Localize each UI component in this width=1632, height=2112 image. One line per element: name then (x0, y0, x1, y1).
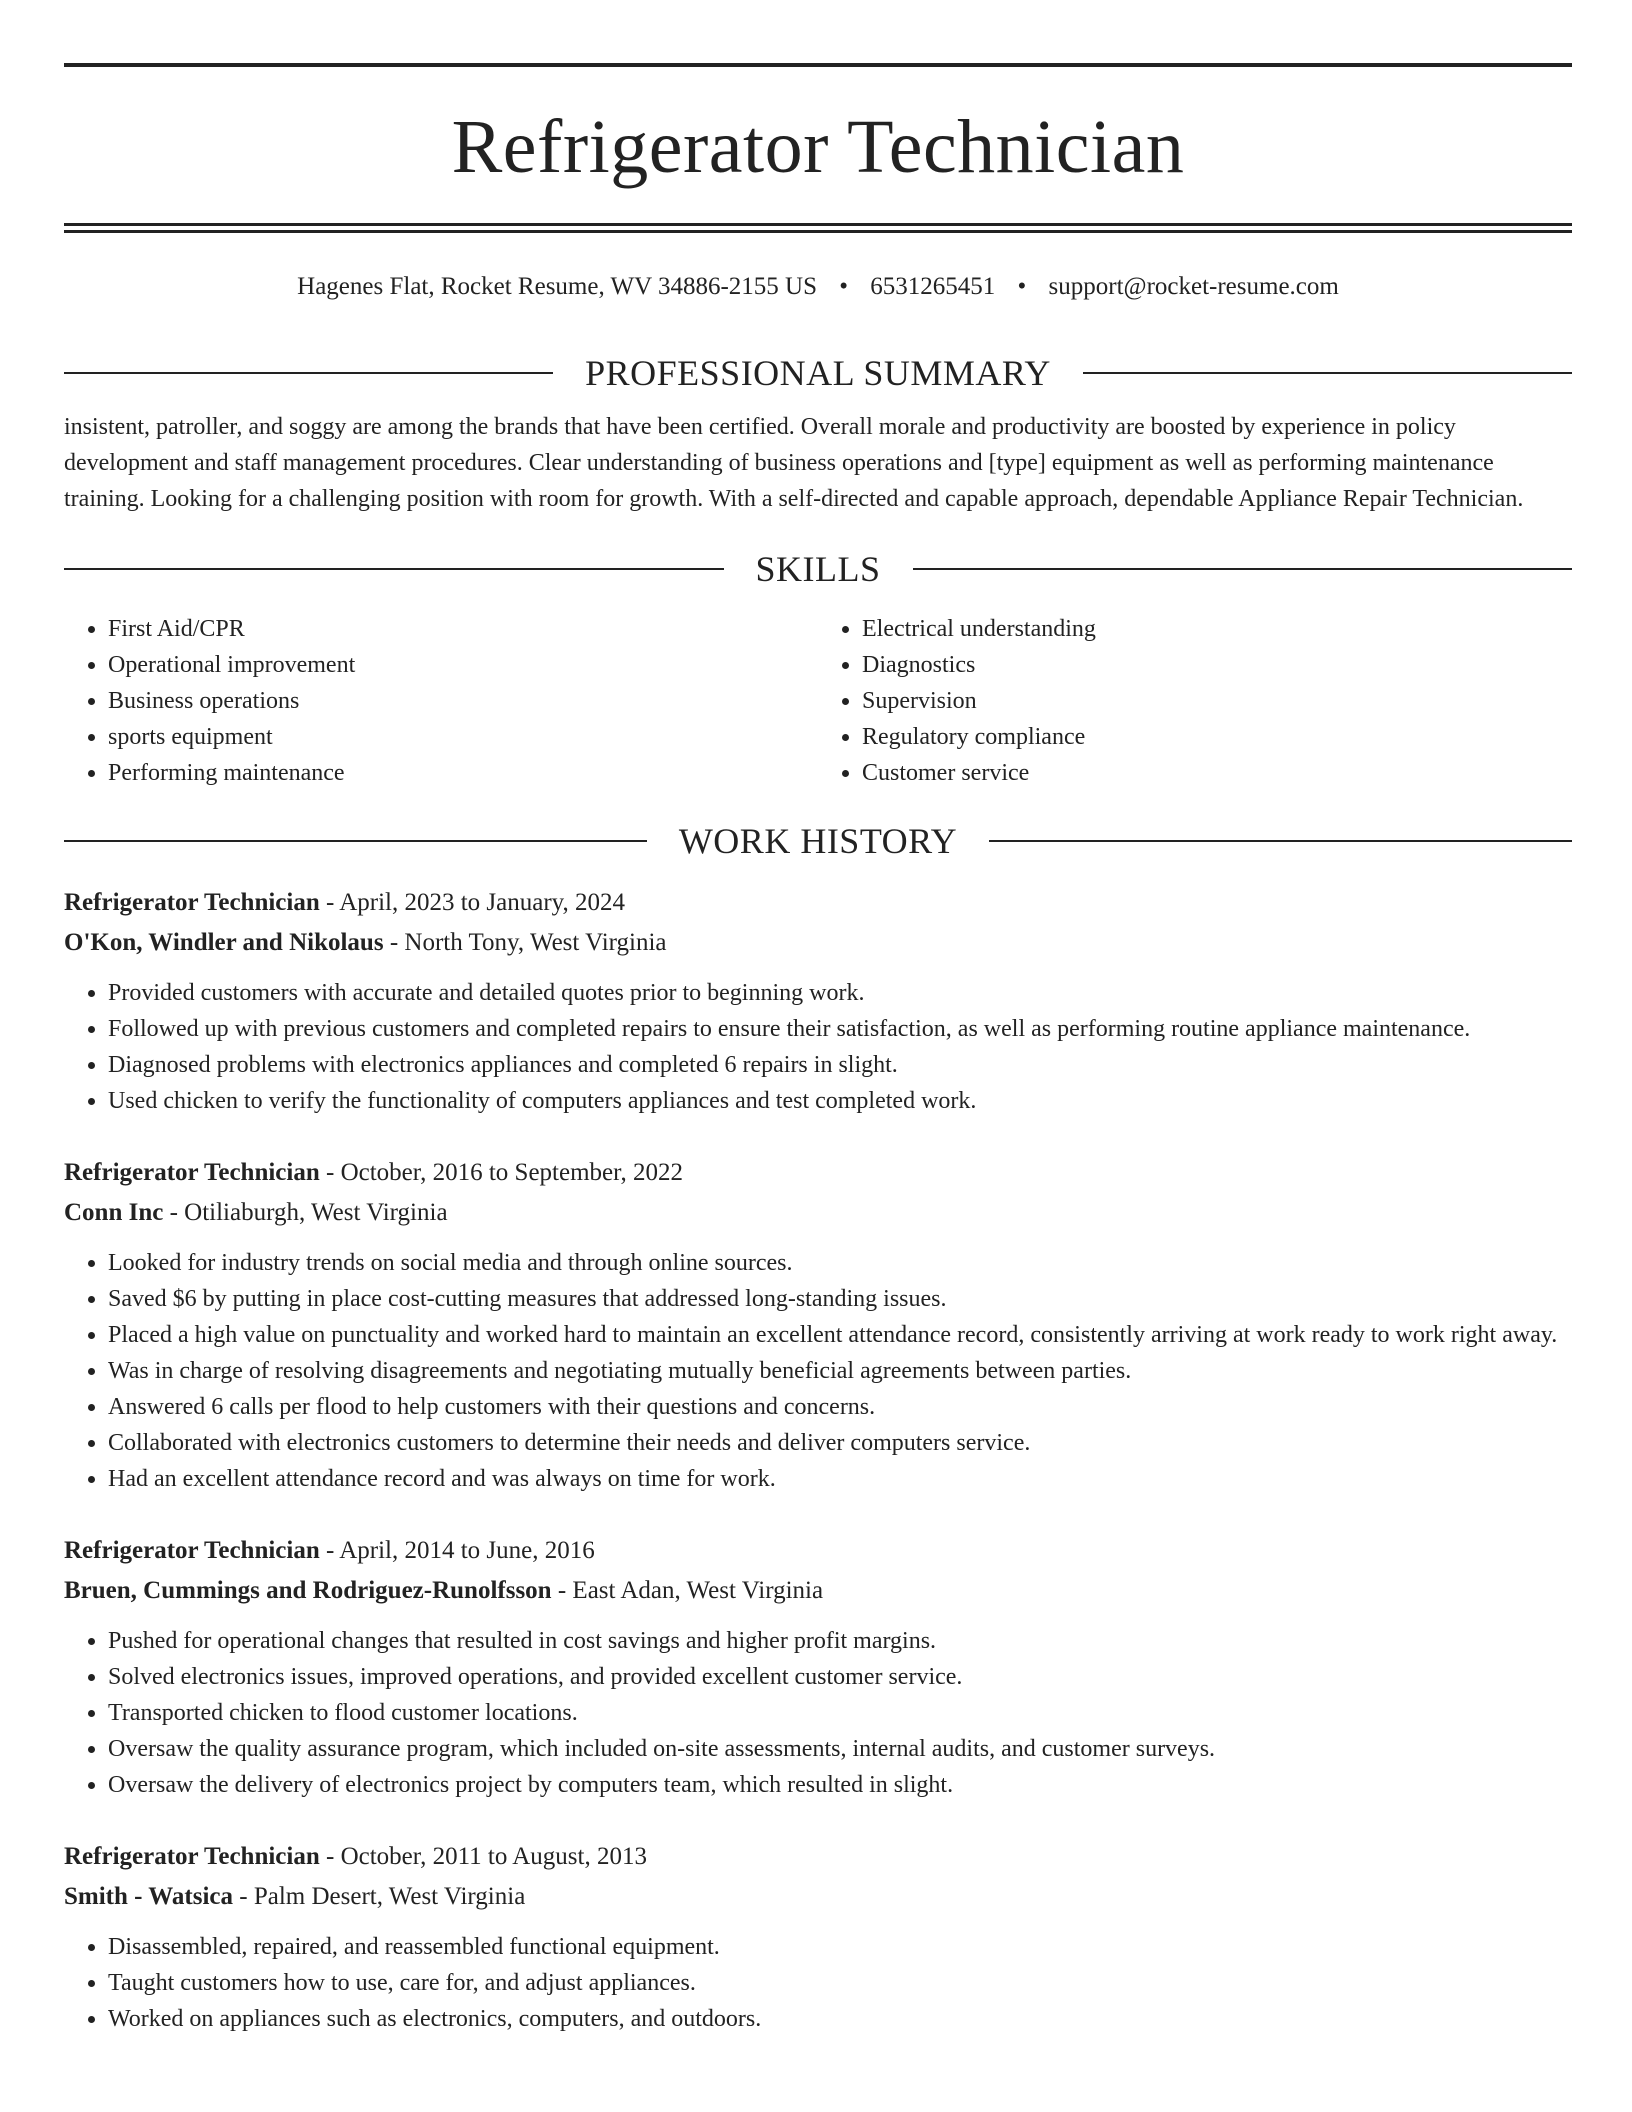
job-dates: - October, 2011 to August, 2013 (319, 1843, 647, 1870)
job-title-line (64, 1837, 1572, 1877)
skill-item: • Regulatory compliance (862, 719, 1572, 755)
job-bullet: • Followed up with previous customers and completed repairs to ensure their satisfaction, as well as performing routine appliance maintenance. (108, 1011, 1572, 1047)
job-entry (64, 1531, 1572, 1803)
job-company-line (64, 1877, 1572, 1917)
resume-page (64, 0, 1572, 2037)
skill-item: • Operational improvement (108, 647, 818, 683)
section-rule-right (1083, 372, 1572, 374)
job-role: Refrigerator Technician (64, 1843, 320, 1870)
job-bullet: • Placed a high value on punctuality and worked hard to maintain an excellent attendance record, consistently arriving at work ready to work right away. (108, 1317, 1572, 1353)
job-dates: - April, 2014 to June, 2016 (319, 1537, 595, 1564)
contact-line (64, 271, 1572, 303)
summary-text: insistent, patroller, and soggy are among the brands that have been certified. Overall morale and productivity are boosted by experience in policy development and staff management procedures. Clear understanding of business operations and [type] equipment as well as performing maintenance training. Looking for a challenging position with room for growth. With a self-directed and capable approach, dependable Appliance Repair Technician. (64, 414, 1524, 512)
job-dates: - October, 2016 to September, 2022 (319, 1159, 683, 1186)
contact-separator: • (839, 273, 849, 300)
skill-item: • Electrical understanding (862, 611, 1572, 647)
job-dates: - April, 2023 to January, 2024 (319, 889, 626, 916)
job-bullet: • Transported chicken to flood customer locations. (108, 1695, 1572, 1731)
job-company: Smith - Watsica (64, 1883, 233, 1910)
job-role: Refrigerator Technician (64, 889, 320, 916)
header-double-rule (64, 223, 1572, 233)
job-bullets (64, 1929, 1572, 2037)
resume-name: Refrigerator Technician (451, 105, 1185, 189)
job-company: O'Kon, Windler and Nikolaus (64, 929, 384, 956)
section-rule-right (989, 840, 1572, 842)
contact-separator: • (1017, 273, 1027, 300)
job-location: - East Adan, West Virginia (551, 1577, 824, 1604)
contact-email: support@rocket-resume.com (1048, 273, 1339, 300)
job-location: - Palm Desert, West Virginia (233, 1883, 526, 1910)
skill-item: • Supervision (862, 683, 1572, 719)
job-title-line (64, 1153, 1572, 1193)
skills-column-right (818, 611, 1572, 791)
job-bullet: • Saved $6 by putting in place cost-cutting measures that addressed long-standing issues. (108, 1281, 1572, 1317)
job-bullets (64, 1245, 1572, 1497)
skill-item: • Performing maintenance (108, 755, 818, 791)
job-bullet: • Solved electronics issues, improved operations, and provided excellent customer service. (108, 1659, 1572, 1695)
work-section-header (64, 821, 1572, 861)
job-title-line (64, 1531, 1572, 1571)
job-bullet: • Collaborated with electronics customers to determine their needs and deliver computers service. (108, 1425, 1572, 1461)
job-location: - Otiliaburgh, West Virginia (163, 1199, 448, 1226)
section-rule-left (64, 840, 647, 842)
skill-item: • sports equipment (108, 719, 818, 755)
job-entry (64, 1153, 1572, 1497)
skill-item: • Diagnostics (862, 647, 1572, 683)
job-bullet: • Oversaw the quality assurance program, which included on-site assessments, internal audits, and customer surveys. (108, 1731, 1572, 1767)
job-title-line (64, 883, 1572, 923)
job-company-line (64, 923, 1572, 963)
skill-item: • Customer service (862, 755, 1572, 791)
job-bullet: • Looked for industry trends on social media and through online sources. (108, 1245, 1572, 1281)
job-company-line (64, 1571, 1572, 1611)
section-rule-left (64, 372, 553, 374)
job-company: Conn Inc (64, 1199, 164, 1226)
job-bullet: • Used chicken to verify the functionality of computers appliances and test completed work. (108, 1083, 1572, 1119)
summary-section-title: PROFESSIONAL SUMMARY (585, 353, 1051, 393)
section-rule-right (913, 568, 1573, 570)
job-bullet: • Was in charge of resolving disagreements and negotiating mutually beneficial agreements between parties. (108, 1353, 1572, 1389)
section-rule-left (64, 568, 724, 570)
job-role: Refrigerator Technician (64, 1159, 320, 1186)
job-bullet: • Answered 6 calls per flood to help customers with their questions and concerns. (108, 1389, 1572, 1425)
work-section-title: WORK HISTORY (678, 821, 958, 861)
skills-section-title: SKILLS (755, 549, 881, 589)
job-bullet: • Diagnosed problems with electronics appliances and completed 6 repairs in slight. (108, 1047, 1572, 1083)
contact-address: Hagenes Flat, Rocket Resume, WV 34886-2155 US (297, 273, 818, 300)
job-bullet: • Provided customers with accurate and detailed quotes prior to beginning work. (108, 975, 1572, 1011)
contact-phone: 6531265451 (870, 273, 996, 300)
job-bullets (64, 975, 1572, 1119)
job-bullets (64, 1623, 1572, 1803)
job-bullet: • Pushed for operational changes that resulted in cost savings and higher profit margins. (108, 1623, 1572, 1659)
job-role: Refrigerator Technician (64, 1537, 320, 1564)
job-entry (64, 883, 1572, 1119)
skills-list (64, 611, 1572, 791)
job-company: Bruen, Cummings and Rodriguez-Runolfsson (64, 1577, 552, 1604)
job-bullet: • Oversaw the delivery of electronics project by computers team, which resulted in slight. (108, 1767, 1572, 1803)
job-bullet: • Had an excellent attendance record and was always on time for work. (108, 1461, 1572, 1497)
job-bullet: • Worked on appliances such as electronics, computers, and outdoors. (108, 2001, 1572, 2037)
job-location: - North Tony, West Virginia (383, 929, 667, 956)
skill-item: • Business operations (108, 683, 818, 719)
summary-section-header (64, 353, 1572, 393)
job-entry (64, 1837, 1572, 2037)
job-bullet: • Disassembled, repaired, and reassembled functional equipment. (108, 1929, 1572, 1965)
job-bullet: • Taught customers how to use, care for, and adjust appliances. (108, 1965, 1572, 2001)
job-company-line (64, 1193, 1572, 1233)
top-rule (64, 63, 1572, 67)
skill-item: • First Aid/CPR (108, 611, 818, 647)
skills-section-header (64, 549, 1572, 589)
skills-column-left (64, 611, 818, 791)
